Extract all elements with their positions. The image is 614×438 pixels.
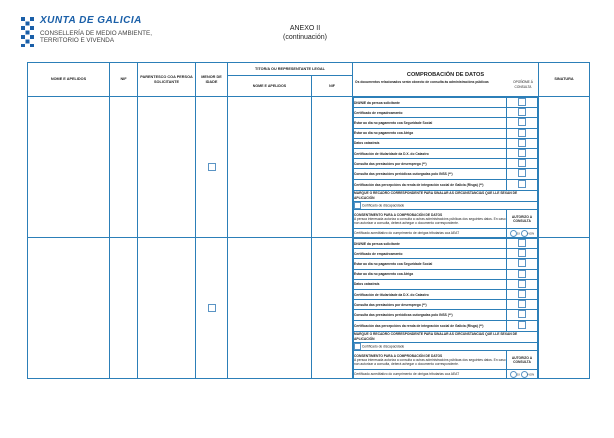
oponse-checkbox[interactable] [518,290,526,298]
oponse-checkbox[interactable] [518,280,526,288]
col-nif: NIF [110,63,138,97]
oponse-checkbox[interactable] [518,129,526,137]
col-menor: MENOR DE IDADE [196,63,228,97]
menor-cell [196,238,228,379]
oponse-checkbox[interactable] [518,118,526,126]
titor-nome-cell[interactable] [228,97,312,238]
oponse-checkbox[interactable] [518,249,526,257]
xunta-logo-icon [20,16,35,48]
nif-cell[interactable] [110,238,138,379]
sinatura-cell[interactable] [539,238,590,379]
oponse-checkbox[interactable] [518,139,526,147]
oponse-checkbox[interactable] [518,300,526,308]
col-titor: TITOR/A OU REPRESENTANTE LEGAL [228,63,353,76]
oponse-checkbox[interactable] [518,310,526,318]
radio-non[interactable] [521,230,528,237]
radio-si[interactable] [510,230,517,237]
oponse-checkbox[interactable] [518,239,526,247]
comprobacion-cell: DNI/NIE da persoa solicitante Certificado de empadroamento Estar ao día no pagamento coa Seguridade Social Estar ao día no pagamento coa Atriga Datos catastrais Certificación de titularidade da D.X. do Catastro Consulta das prestacións por desemprego (**) Consulta das prestacións periódicas outorgadas polo INSS (**) Certificación das percepcións da renda de integración social de Galicia (Risga) (**) MARQUE O RECADRO CORRESPONDENTE PARA SINALAR AS CIRCUNSTANCIAS QUE LLE SEXAN DE APLICACIÓN Certificado de discapacidade CONSENTIMENTO PARA A COMPROBACIÓN DE DATOS A persoa interesada autoriza a consulta a outras administracións públicas dos seguintes datos. En caso non autorizar a consulta, deberá achegar o documento correspondente. AUTORIZO A CONSULTA Certificado acreditativo do cumprimento de obrigas tributarias coa AEAT SI NON [353,238,539,379]
table-row [28,97,590,238]
oponse-checkbox[interactable] [518,108,526,116]
titor-nif-cell[interactable] [312,97,353,238]
titor-nif-cell[interactable] [312,238,353,379]
menor-checkbox[interactable] [208,163,216,171]
parentesco-cell[interactable] [138,97,196,238]
oponse-checkbox[interactable] [518,270,526,278]
col-nome: NOME E APELIDOS [28,63,110,97]
menor-checkbox[interactable] [208,304,216,312]
oponse-checkbox[interactable] [518,159,526,167]
oponse-checkbox[interactable] [518,321,526,329]
comprobacion-cell: DNI/NIE da persoa solicitante Certificado de empadroamento Estar ao día no pagamento coa Seguridade Social Estar ao día no pagamento coa Atriga Datos catastrais Certificación de titularidade da D.X. do Catastro Consulta das prestacións por desemprego (**) Consulta das prestacións periódicas outorgadas polo INSS (**) Certificación das percepcións da renda de integración social de Galicia (Risga) (**) MARQUE O RECADRO CORRESPONDENTE PARA SINALAR AS CIRCUNSTANCIAS QUE LLE SEXAN DE APLICACIÓN Certificado de discapacidade CONSENTIMENTO PARA A COMPROBACIÓN DE DATOS A persoa interesada autoriza a consulta a outras administracións públicas dos seguintes datos. En caso non autorizar a consulta, deberá achegar o documento correspondente. AUTORIZO A CONSULTA Certificado acreditativo do cumprimento de obrigas tributarias coa AEAT SI NON [353,97,539,238]
sinatura-cell[interactable] [539,97,590,238]
oponse-checkbox[interactable] [518,98,526,106]
department-name: CONSELLERÍA DE MEDIO AMBIENTE, TERRITORIO E VIVENDA [40,30,152,45]
oponse-checkbox[interactable] [518,180,526,188]
oponse-checkbox[interactable] [518,169,526,177]
page-header [0,0,614,58]
org-name: XUNTA DE GALICIA [40,15,142,26]
menor-cell [196,97,228,238]
titor-nome-cell[interactable] [228,238,312,379]
col-parentesco: PARENTESCO COA PERSOA SOLICITANTE [138,63,196,97]
parentesco-cell[interactable] [138,238,196,379]
nif-cell[interactable] [110,97,138,238]
col-sinatura: SINATURA [539,63,590,97]
oponse-checkbox[interactable] [518,259,526,267]
oponse-checkbox[interactable] [518,149,526,157]
table-row [28,238,590,379]
nome-cell[interactable] [28,97,110,238]
col-comprobacion: COMPROBACIÓN DE DATOS Os documentos relacionados serán obxecto de consulta ás administracións públicas OPOÑÖME Á CONSULTA [353,63,539,97]
discapacidade-checkbox[interactable] [354,202,361,209]
discapacidade-checkbox[interactable] [354,343,361,350]
col-titor-nif: NIF [312,76,353,97]
radio-si[interactable] [510,371,517,378]
nome-cell[interactable] [28,238,110,379]
annex-title: ANEXO II (continuación) [283,25,327,41]
members-table [27,62,590,379]
col-titor-nome: NOME E APELIDOS [228,76,312,97]
radio-non[interactable] [521,371,528,378]
